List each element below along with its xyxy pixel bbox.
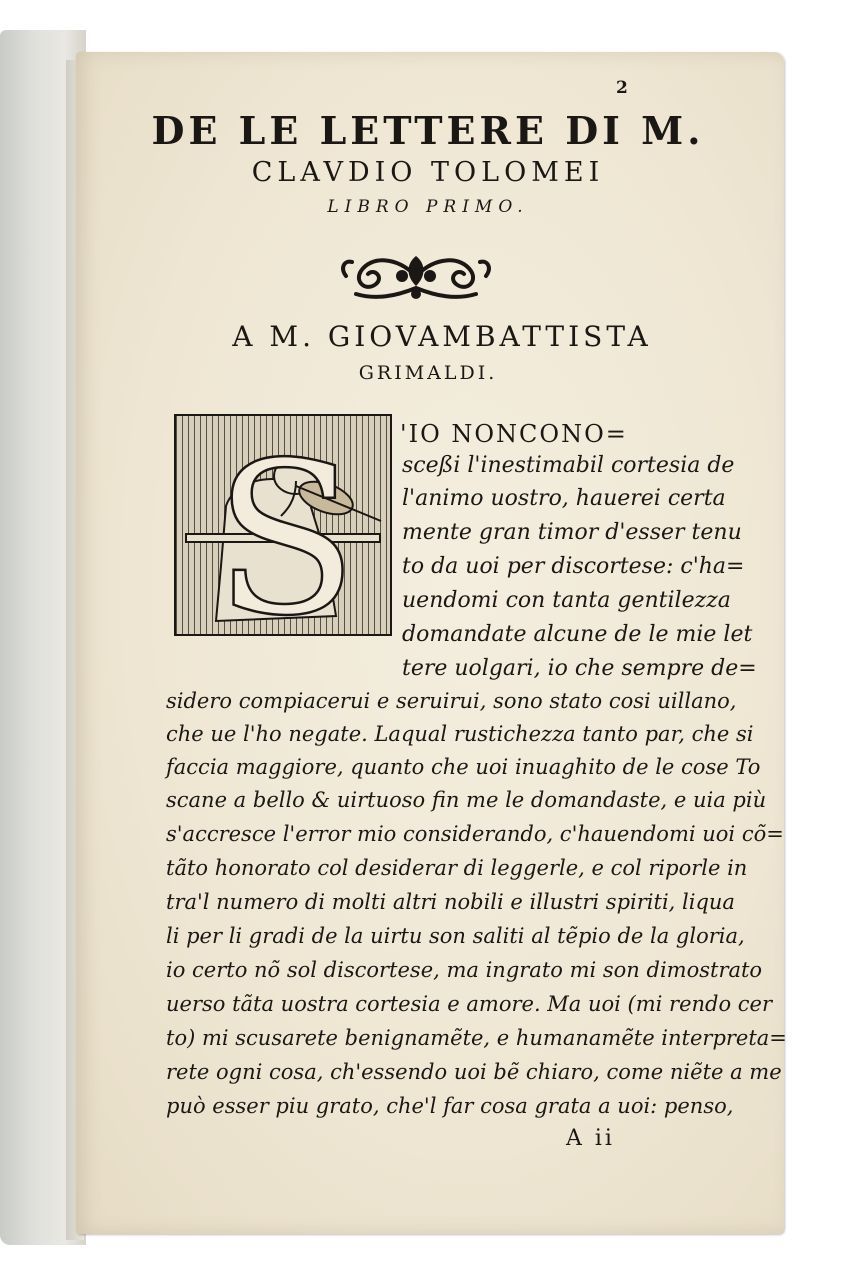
- text-line: tere uolgari, io che sempre de=: [402, 656, 757, 681]
- text-line: l'animo uostro, hauerei certa: [402, 486, 726, 511]
- text-line: to da uoi per discortese: c'ha=: [402, 554, 745, 579]
- woodcut-illustration: [176, 416, 390, 634]
- decorated-initial: [174, 414, 392, 636]
- text-line: sidero compiacerui e seruirui, sono stato cosi uillano,: [166, 689, 737, 713]
- text-line: 'IO NONCONO=: [400, 420, 628, 448]
- text-line: che ue l'ho negate. Laqual rustichezza tanto par, che si: [166, 722, 754, 746]
- title-line-2: CLAVDIO TOLOMEI: [251, 157, 605, 188]
- text-line: io certo nõ sol discortese, ma ingrato mi son dimostrato: [166, 958, 763, 982]
- text-line: scane a bello & uirtuoso fin me le domandaste, e uia più: [166, 788, 767, 812]
- text-line: uerso tãta uostra cortesia e amore. Ma uoi (mi rendo cer: [166, 992, 773, 1016]
- text-line: to) mi scusarete benignamẽte, e humanamẽte interpreta=: [166, 1026, 787, 1050]
- address-line-2: GRIMALDI.: [358, 362, 498, 384]
- address-line-1: A M. GIOVAMBATTISTA: [232, 320, 652, 353]
- text-line: tãto honorato col desiderar di leggerle, e col riporle in: [166, 856, 748, 880]
- text-line: sceßi l'inestimabil cortesia de: [402, 453, 735, 478]
- text-line: mente gran timor d'esser tenu: [402, 520, 742, 545]
- signature-mark: A ii: [566, 1126, 615, 1151]
- text-line: faccia maggiore, quanto che uoi inuaghito de le cose To: [166, 755, 761, 779]
- text-line: tra'l numero di molti altri nobili e illustri spiriti, liqua: [166, 890, 735, 914]
- text-line: s'accresce l'error mio considerando, c'hauendomi uoi cõ=: [166, 822, 784, 846]
- ornament-icon: [336, 246, 496, 306]
- text-line: uendomi con tanta gentilezza: [402, 588, 731, 613]
- text-line: può esser piu grato, che'l far cosa grata a uoi: penso,: [166, 1094, 734, 1118]
- text-line: domandate alcune de le mie let: [402, 622, 753, 647]
- text-line: rete ogni cosa, ch'essendo uoi bẽ chiaro, come niẽte a me: [166, 1060, 782, 1084]
- title-line-1: DE LE LETTERE DI M.: [151, 108, 705, 153]
- title-line-3: LIBRO PRIMO.: [327, 197, 529, 217]
- page-number: 2: [616, 78, 628, 98]
- initial-letter: S: [214, 417, 358, 634]
- text-line: li per li gradi de la uirtu son saliti al tẽpio de la gloria,: [166, 924, 745, 948]
